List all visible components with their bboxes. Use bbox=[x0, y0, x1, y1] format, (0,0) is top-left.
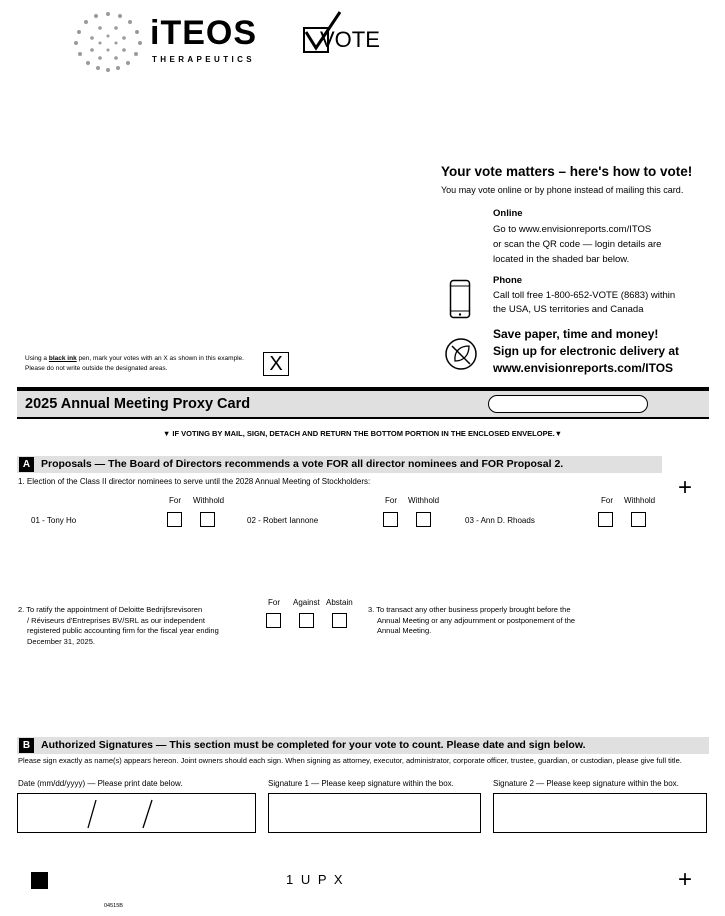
proposal-2-for-header: For bbox=[268, 598, 280, 607]
marking-instructions bbox=[25, 354, 244, 374]
detach-note: ▼ IF VOTING BY MAIL, SIGN, DETACH AND RETURN THE BOTTOM PORTION IN THE ENCLOSED ENVELOPE.▼ bbox=[162, 429, 563, 438]
iteos-subtitle: THERAPEUTICS bbox=[152, 55, 256, 64]
date-label: Date (mm/dd/yyyy) — Please print date below. bbox=[18, 779, 183, 788]
phone-line-2: the USA, US territories and Canada bbox=[493, 304, 644, 315]
example-x-mark: X bbox=[269, 353, 283, 375]
nominee-3-name: 03 - Ann D. Rhoads bbox=[465, 516, 535, 525]
proposal-3-line-2: Annual Meeting or any adjournment or postponement of the bbox=[377, 615, 576, 625]
proposal-2-for-checkbox[interactable] bbox=[266, 613, 281, 628]
proposal-2-against-checkbox[interactable] bbox=[299, 613, 314, 628]
signature-2-label: Signature 2 — Please keep signature within the box. bbox=[493, 779, 679, 788]
nominee-3-withhold-header: Withhold bbox=[624, 496, 656, 505]
form-reference: 04515B bbox=[104, 903, 123, 909]
proposal-3-text bbox=[368, 605, 575, 637]
proposal-2-against-header: Against bbox=[293, 598, 320, 607]
nominee-2-for-header: For bbox=[385, 496, 397, 505]
signature-instructions: Please sign exactly as name(s) appears hereon. Joint owners should each sign. When signing as attorney, executor, administrator, corporate officer, trustee, guardian, or custodian, please give full title. bbox=[18, 756, 682, 765]
title-bottom-rule bbox=[17, 417, 709, 419]
proxy-card-title: 2025 Annual Meeting Proxy Card bbox=[25, 396, 251, 412]
nominee-3-for-header: For bbox=[601, 496, 613, 505]
example-mark-box bbox=[263, 352, 289, 376]
phone-instructions bbox=[493, 289, 675, 317]
proposal-3-line-1: 3. To transact any other business properly brought before the bbox=[368, 605, 571, 614]
instruction-post: pen, mark your votes with an X as shown in this example. bbox=[76, 355, 244, 362]
paperless-leaf-icon bbox=[444, 337, 478, 371]
proposal-1-text: 1. Election of the Class II director nominees to serve until the 2028 Annual Meeting of Stockholders: bbox=[18, 477, 371, 486]
online-title: Online bbox=[493, 208, 523, 219]
phone-title: Phone bbox=[493, 275, 523, 286]
proposal-3-line-3: Annual Meeting. bbox=[377, 626, 432, 635]
section-a-title: Proposals — The Board of Directors recommends a vote FOR all director nominees and FOR Proposal 2. bbox=[41, 458, 564, 470]
phone-line-1: Call toll free 1-800-652-VOTE (8683) within bbox=[493, 290, 676, 301]
instruction-line-2: Please do not write outside the designated areas. bbox=[25, 365, 168, 372]
online-line-2: or scan the QR code — login details are bbox=[493, 239, 662, 250]
section-a-letter: A bbox=[19, 457, 34, 472]
vote-wordmark: VOTE bbox=[320, 27, 380, 52]
online-instructions bbox=[493, 222, 661, 267]
iteos-wordmark: iTEOS bbox=[150, 14, 258, 52]
nominee-3-withhold-checkbox[interactable] bbox=[631, 512, 646, 527]
nominee-2-withhold-header: Withhold bbox=[408, 496, 440, 505]
form-code: 1 U P X bbox=[286, 872, 345, 887]
nominee-1-for-checkbox[interactable] bbox=[167, 512, 182, 527]
online-line-3: located in the shaded bar below. bbox=[493, 254, 630, 265]
proposal-2-text bbox=[18, 605, 219, 647]
nominee-2-withhold-checkbox[interactable] bbox=[416, 512, 431, 527]
vote-headline: Your vote matters – here's how to vote! bbox=[441, 164, 693, 179]
signature-2-box[interactable] bbox=[493, 793, 707, 833]
signature-1-label: Signature 1 — Please keep signature within the box. bbox=[268, 779, 454, 788]
instruction-pre: Using a bbox=[25, 355, 49, 362]
proposal-2-abstain-checkbox[interactable] bbox=[332, 613, 347, 628]
nominee-2-for-checkbox[interactable] bbox=[383, 512, 398, 527]
paperless-message bbox=[493, 326, 679, 377]
crosshair-bottom-right-icon: + bbox=[678, 866, 693, 893]
paperless-line-2: Sign up for electronic delivery at bbox=[493, 344, 680, 358]
vote-subhead: You may vote online or by phone instead of mailing this card. bbox=[441, 185, 684, 195]
date-input-box[interactable] bbox=[17, 793, 256, 833]
proposal-2-line-4: December 31, 2025. bbox=[27, 636, 95, 646]
crosshair-top-right-icon: + bbox=[678, 474, 693, 501]
iteos-logo-mark bbox=[70, 10, 146, 72]
nominee-1-name: 01 - Tony Ho bbox=[31, 516, 77, 525]
proposal-2-line-1: 2. To ratify the appointment of Deloitte Bedrijfsrevisoren bbox=[18, 605, 203, 614]
instruction-black-ink: black ink bbox=[48, 355, 77, 362]
nominee-1-withhold-header: Withhold bbox=[193, 496, 225, 505]
nominee-1-for-header: For bbox=[169, 496, 181, 505]
signature-1-box[interactable] bbox=[268, 793, 481, 833]
proposal-2-line-2: / Réviseurs d'Entreprises BV/SRL as our independent bbox=[27, 615, 205, 625]
nominee-1-withhold-checkbox[interactable] bbox=[200, 512, 215, 527]
nominee-3-for-checkbox[interactable] bbox=[598, 512, 613, 527]
online-line-1: Go to www.envisionreports.com/ITOS bbox=[493, 224, 652, 235]
registration-square bbox=[31, 872, 48, 889]
proposal-2-line-3: registered public accounting firm for the fiscal year ending bbox=[27, 626, 219, 635]
section-b-title: Authorized Signatures — This section must be completed for your vote to count. Please date and sign below. bbox=[41, 739, 586, 751]
paperless-line-3: www.envisionreports.com/ITOS bbox=[493, 361, 674, 375]
proposal-2-abstain-header: Abstain bbox=[326, 598, 353, 607]
date-separators bbox=[18, 794, 254, 831]
paperless-line-1: Save paper, time and money! bbox=[493, 327, 659, 341]
section-b-letter: B bbox=[19, 738, 34, 753]
login-details-field[interactable] bbox=[488, 395, 648, 413]
phone-icon bbox=[449, 279, 471, 319]
nominee-2-name: 02 - Robert Iannone bbox=[247, 516, 319, 525]
